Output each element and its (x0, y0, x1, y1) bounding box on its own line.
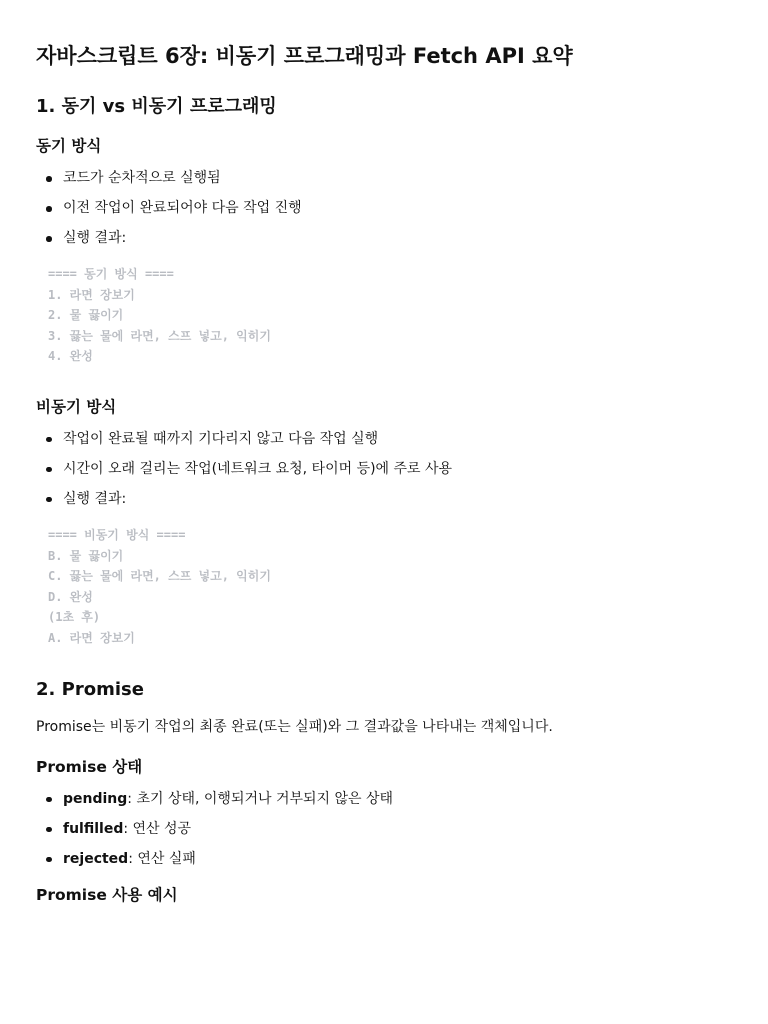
code-block-async-output (36, 525, 732, 649)
code-line: A. 라면 장보기 (48, 630, 135, 645)
list-item: 작업이 완료될 때까지 기다리지 않고 다음 작업 실행 (36, 429, 732, 449)
code-line: 2. 물 끓이기 (48, 308, 124, 323)
list-item: 실행 결과: (36, 228, 732, 248)
list-item: 코드가 순차적으로 실행됨 (36, 168, 732, 188)
sync-bullet-list (36, 168, 732, 248)
list-item-fulfilled (36, 819, 732, 839)
subheading-promise-usage: Promise 사용 예시 (36, 885, 178, 904)
code-line: D. 완성 (48, 589, 93, 604)
promise-intro-paragraph: Promise는 비동기 작업의 최종 완료(또는 실패)와 그 결과값을 나타내는 객체입니다. (36, 718, 553, 735)
list-item: 시간이 오래 걸리는 작업(네트워크 요청, 타이머 등)에 주로 사용 (36, 459, 732, 479)
code-line: 4. 완성 (48, 349, 93, 364)
code-line: 1. 라면 장보기 (48, 287, 135, 302)
list-item-rejected (36, 849, 732, 869)
page-title: 자바스크립트 6장: 비동기 프로그래밍과 Fetch API 요약 (36, 44, 573, 68)
state-description: : 연산 성공 (123, 820, 192, 837)
section-heading-promise: 2. Promise (36, 678, 144, 700)
list-item: 이전 작업이 완료되어야 다음 작업 진행 (36, 198, 732, 218)
async-bullet-list (36, 429, 732, 509)
subheading-promise-states: Promise 상태 (36, 757, 143, 776)
code-line: (1초 후) (48, 610, 101, 625)
code-line: ==== 동기 방식 ==== (48, 267, 174, 281)
state-term: pending (63, 790, 128, 807)
state-term: rejected (63, 850, 129, 867)
code-line: ==== 비동기 방식 ==== (48, 527, 186, 542)
list-item: 실행 결과: (36, 489, 732, 509)
code-line: C. 끓는 물에 라면, 스프 넣고, 익히기 (48, 569, 271, 584)
code-line: 3. 끓는 물에 라면, 스프 넣고, 익히기 (48, 328, 271, 343)
section-heading-sync-vs-async: 1. 동기 vs 비동기 프로그래밍 (36, 96, 277, 117)
subheading-sync: 동기 방식 (36, 137, 102, 155)
state-description: : 연산 실패 (128, 850, 196, 867)
code-line: B. 물 끓이기 (48, 548, 124, 563)
state-description: : 초기 상태, 이행되거나 거부되지 않은 상태 (127, 790, 394, 807)
promise-states-list (36, 789, 732, 869)
list-item-pending (36, 789, 732, 809)
subheading-async: 비동기 방식 (36, 397, 117, 416)
state-term: fulfilled (63, 820, 124, 837)
code-block-sync-output (36, 264, 732, 367)
